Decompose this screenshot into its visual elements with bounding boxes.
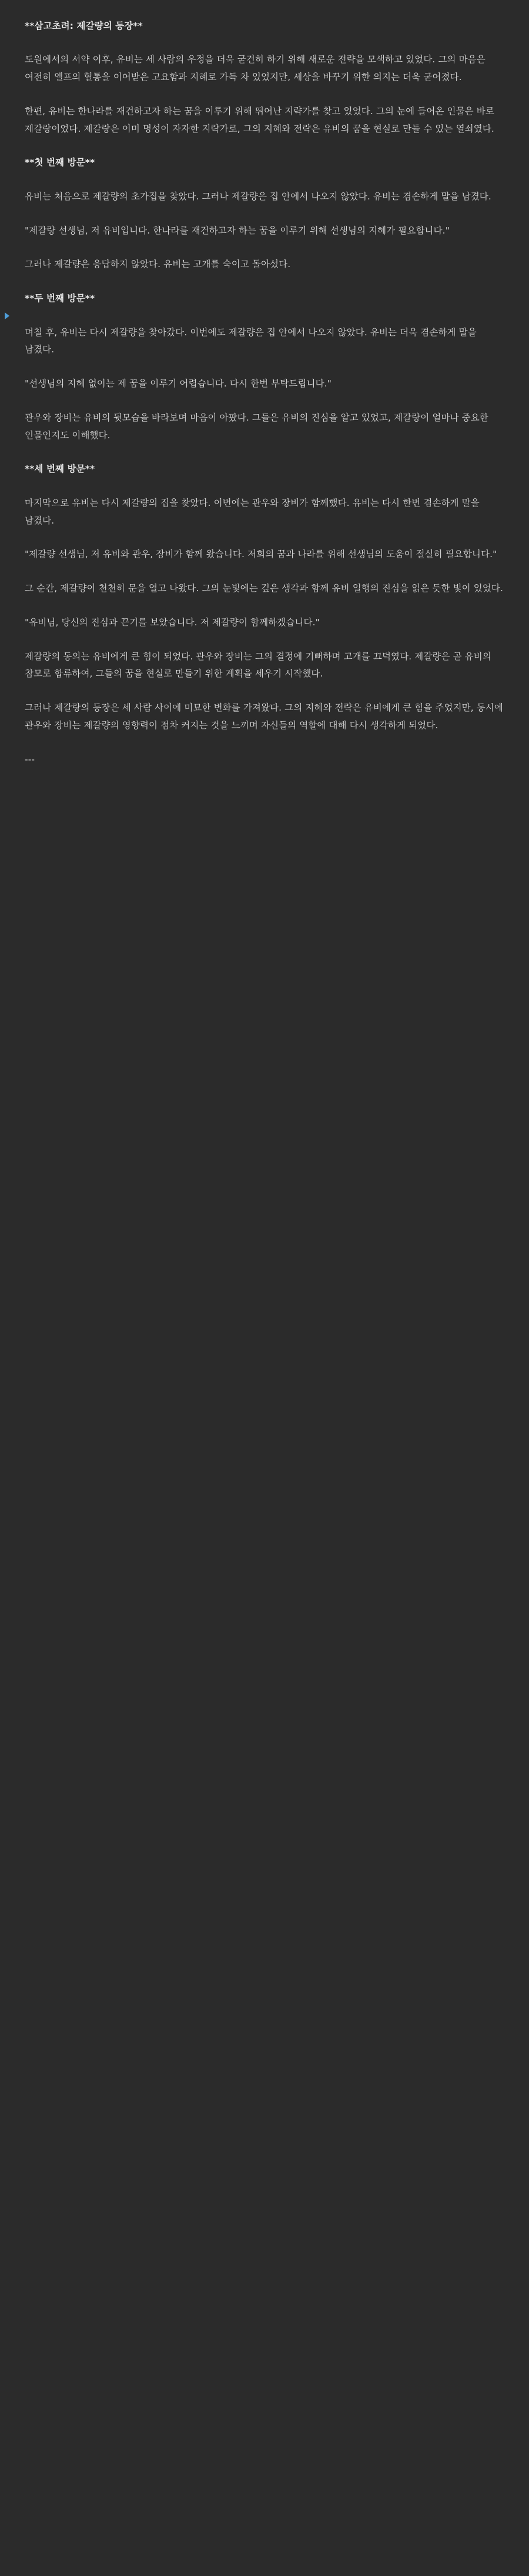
paragraph-text: 며칠 후, 유비는 다시 제갈량을 찾아갔다. 이번에도 제갈량은 집 안에서 나오지 않았다. 유비는 더욱 겸손하게 말을 남겼다. [25, 326, 477, 355]
paragraph [25, 256, 504, 274]
divider-text: --- [25, 754, 35, 765]
paragraph-text: 관우와 장비는 유비의 뒷모습을 바라보며 마음이 아팠다. 그들은 유비의 진심을 알고 있었고, 제갈량이 얼마나 중요한 인물인지도 이해했다. [25, 412, 488, 441]
section-heading [25, 290, 504, 307]
paragraph-text: 유비는 처음으로 제갈량의 초가집을 찾았다. 그러나 제갈량은 집 안에서 나오지 않았다. 유비는 겸손하게 말을 남겼다. [25, 191, 491, 202]
paragraph-text: 그러나 제갈량의 등장은 세 사람 사이에 미묘한 변화를 가져왔다. 그의 지혜와 전략은 유비에게 큰 힘을 주었지만, 동시에 관우와 장비는 제갈량의 영향력이 점차 커지는 것을 느끼며 자신들의 역할에 대해 다시 생각하게 되었다. [25, 702, 503, 731]
quotation-text: "유비님, 당신의 진심과 끈기를 보았습니다. 저 제갈량이 함께하겠습니다." [25, 616, 320, 628]
paragraph [25, 103, 504, 138]
paragraph-text: 도원에서의 서약 이후, 유비는 세 사람의 우정을 더욱 굳건히 하기 위해 새로운 전략을 모색하고 있었다. 그의 마음은 여전히 엘프의 혈통을 이어받은 고요함과 지혜로 가득 차 있었지만, 세상을 바꾸기 위한 의지는 더욱 굳어졌다. [25, 54, 486, 83]
quotation [25, 546, 504, 564]
heading-text: **첫 번째 방문** [25, 157, 95, 168]
quotation [25, 375, 504, 393]
quotation-text: "제갈량 선생님, 저 유비입니다. 한나라를 재건하고자 하는 꿈을 이루기 위해 선생님의 지혜가 필요합니다." [25, 225, 450, 236]
heading-text: **삼고초려: 제갈량의 등장** [25, 21, 143, 31]
paragraph [25, 495, 504, 530]
quotation-text: "선생님의 지혜 없이는 제 꿈을 이루기 어렵습니다. 다시 한번 부탁드립니다." [25, 378, 332, 389]
paragraph-text: 한편, 유비는 한나라를 재건하고자 하는 꿈을 이루기 위해 뛰어난 지략가를 찾고 있었다. 그의 눈에 들어온 인물은 바로 제갈량이었다. 제갈량은 이미 명성이 자자한 지략가로, 그의 지혜와 전략은 유비의 꿈을 현실로 만들 수 있는 열쇠였다. [25, 105, 494, 134]
section-heading [25, 18, 504, 35]
section-heading [25, 154, 504, 171]
paragraph [25, 324, 504, 359]
quotation-text: "제갈량 선생님, 저 유비와 관우, 장비가 함께 왔습니다. 저희의 꿈과 나라를 위해 선생님의 도움이 절실히 필요합니다." [25, 549, 497, 560]
paragraph-text: 제갈량의 동의는 유비에게 큰 힘이 되었다. 관우와 장비는 그의 결정에 기뻐하며 고개를 끄덕였다. 제갈량은 곧 유비의 참모로 합류하여, 그들의 꿈을 현실로 만들기 위한 계획을 세우기 시작했다. [25, 651, 491, 679]
paragraph [25, 51, 504, 86]
divider [25, 751, 504, 768]
paragraph-text: 그러나 제갈량은 응답하지 않았다. 유비는 고개를 숙이고 돌아섰다. [25, 259, 291, 270]
document-content [25, 18, 504, 768]
paragraph [25, 188, 504, 206]
paragraph-text: 그 순간, 제갈량이 천천히 문을 열고 나왔다. 그의 눈빛에는 깊은 생각과 함께 유비 일행의 진심을 읽은 듯한 빛이 있었다. [25, 583, 504, 594]
paragraph [25, 699, 504, 735]
scroll-position-marker [5, 312, 9, 319]
paragraph [25, 648, 504, 684]
heading-text: **세 번째 방문** [25, 464, 95, 475]
quotation [25, 614, 504, 632]
section-heading [25, 461, 504, 478]
paragraph-text: 마지막으로 유비는 다시 제갈량의 집을 찾았다. 이번에는 관우와 장비가 함께했다. 유비는 다시 한번 겸손하게 말을 남겼다. [25, 497, 480, 526]
paragraph [25, 580, 504, 598]
paragraph [25, 409, 504, 445]
quotation [25, 222, 504, 240]
heading-text: **두 번째 방문** [25, 293, 95, 304]
